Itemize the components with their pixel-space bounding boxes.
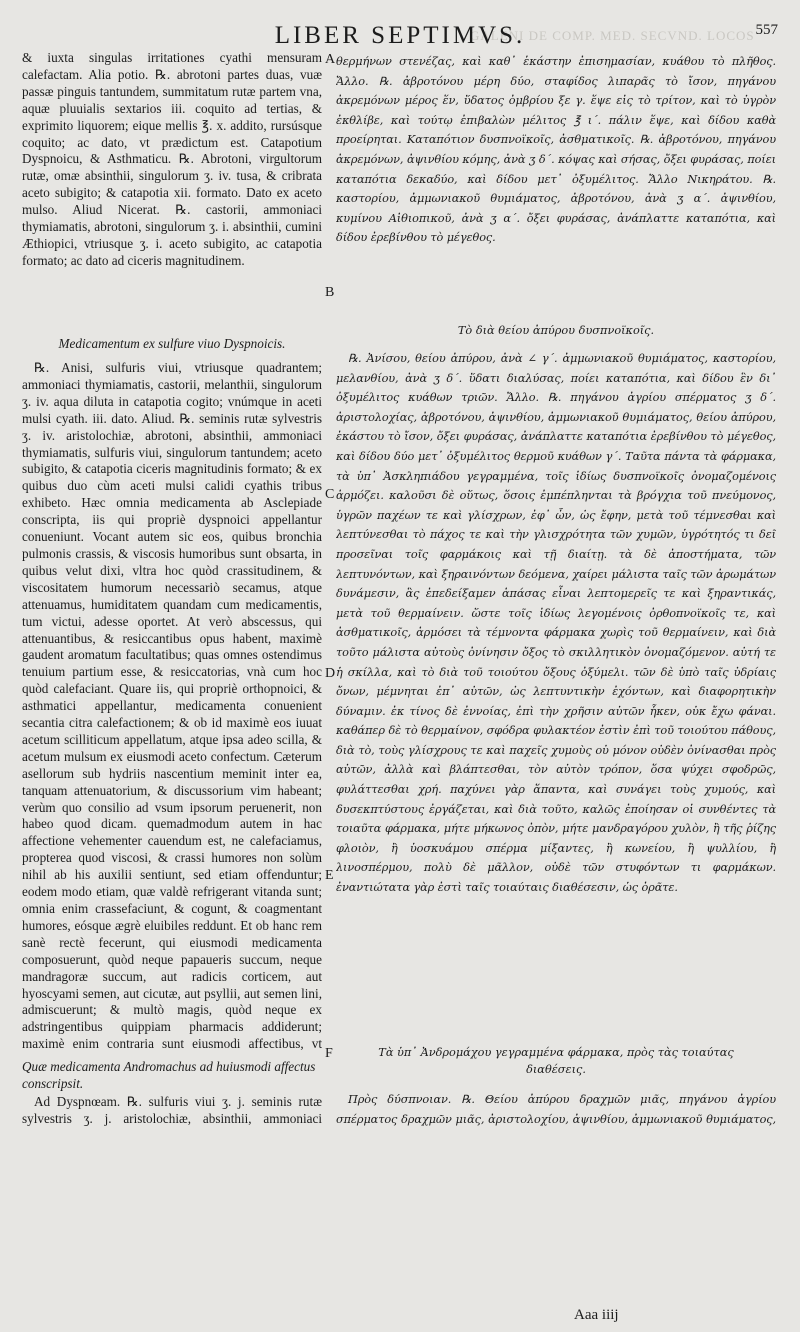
- latin-text-block: & iuxta singulas irritationes cyathi mensuram calefactam. Alia potio. ℞. abrotoni partes duas, vuæ passæ pinguis tantundem, summitatum rutæ partem vna, aquæ pluuialis sextarios iii. coquito ad tertias, & exprimito liquorem; eique mellis ℥. x. addito, rursúsque coquito; ac dato, vt prædictum est. Catapotium Dyspnoicu, & Asthmaticu. ℞. Abrotoni, virgultorum rutæ, omæ absinthii, singulorum ʒ. iv. tusa, & cribrata aceto subigito; & catapotia xii. formato. Dato ex aceto mulso. Aliud Nicerat. ℞. castorii, ammoniaci thymiamatis, abrotoni, singulorum ʒ. i. absinthii, cumini Æthiopici, vtriusque ʒ. i. aceto subigito, ac catapotia formato; ac dato ad ciceris magnitudinem.: [22, 50, 322, 268]
- bleed-through-text: GALENI DE COMP. MED. SECVND. LOCOS: [470, 28, 755, 43]
- page-number: 557: [755, 22, 778, 38]
- margin-letter: F: [325, 1046, 333, 1061]
- greek-section-heading: Τὸ διὰ θείου ἀπύρου δυσπνοϊκοῖς.: [457, 324, 655, 337]
- margin-letter: A: [325, 52, 336, 67]
- signature-mark: Aaa iiij: [574, 1307, 619, 1323]
- margin-letter: E: [325, 868, 334, 883]
- greek-text-block: ℞. Ἀνίσου, θείου ἀπύρου, ἀνὰ ∠ γ΄. ἀμμωνιακοῦ θυμιάματος, καστορίου, μελανθίου, ἀνὰ ʒ δ΄. ὕδατι διαλύσας, ποίει καταπότια, καὶ δίδου ἓν δι᾽ ὀξυμέλιτος κυάθων τριῶν. Ἄλλο. ℞. πηγάνου ἀγρίου σπέρματος ʒ δ΄. ἀριστολοχίας, ἀβροτόνου, ἀψινθίου, ἀμμωνιακοῦ θυμιάματος, θείου ἀπύρου, ἑκάστου τὸ ἴσον, ὄξει φυράσας, ἀνάπλαττε καταπότια ἐρεβίνθου τὸ μέγεθος, καὶ δίδου δύο μετ᾽ ὀξυμέλιτος θερμοῦ κυάθων γ΄. Ταῦτα πάντα τὰ φάρμακα, τὰ ὑπ᾽ Ἀσκληπιάδου γεγραμμένα, τοῖς ἰδίως δυσπνοϊκοῖς ὀνομαζομένοις ἁρμόζει. καλοῦσι δὲ οὕτως, ὅσοις ἐμπέπληνται τὰ βρόγχια τοῦ πνεύμονος, ὑγρῶν παχέων τε καὶ γλίσχρων, ἐφ᾽ ὧν, ὡς ἔφην, μετὰ τοῦ τέμνεσθαι καὶ λεπτύνεσθαι τὸ πάχος τε καὶ τὴν γλισχρότητα τῶν χυμῶν, ὑγρότητός τι δεῖ προσεῖναι τοῖς φαρμάκοις καὶ τῇ διαίτῃ. τὰ δὲ ἀποστήματα, τῶν λεπτυνόντων, καὶ ξηραινόντων δεόμενα, χαίρει μάλιστα ταῖς τῶν ἀρωμάτων δυνάμεσιν, ἃς ἐπεδείξαμεν ἁπάσας εἶναι λεπτομερεῖς τε καὶ ξηραντικάς, μετὰ τοῦ θερμαίνειν. ὥστε τοῖς ἰδίως λεγομένοις ὀρθοπνοϊκοῖς τε, καὶ ἀσθματικοῖς, ἁρμόσει τὰ τέμνοντα φάρμακα χωρὶς τοῦ θερμαίνειν, καὶ διὰ τοῦτο μάλιστα αὐτοὺς ὀνίνησιν ὄξος τὸ σκιλλητικὸν ὀνομαζόμενον. αὐτή τε ἡ σκίλλα, καὶ τὸ διὰ τοῦ τοιούτου ὄξους ὀξύμελι. τῶν δὲ ὑπὸ ταῖς ὑδρίαις ὄνων, μέμνηται ἐπ᾽ αὐτῶν, ὡς λεπτυντικὴν ἐχόντων, καὶ διαφορητικὴν δύναμιν. ἐκ τίνος δὲ ἐννοίας, ἐπὶ τὴν χρῆσιν αὐτῶν ἧκεν, οὐκ ἔχω φάναι. καθάπερ δὲ τὸ θερμαίνον, σφόδρα φυλακτέον ἐστὶν ἐπὶ τοῦ τοιούτου πάθους, διὰ τὸ, τοὺς γλίσχρους τε καὶ παχεῖς χυμοὺς οὐ μόνον οὐδὲν ὀνίνασθαι πρὸς αὐτῶν, ἀλλὰ καὶ βλάπτεσθαι, τὸν αὐτὸν τρόπον, ὅσα ψύχει σφοδρῶς, φυλάττεσθαι χρή. παχύνει γὰρ ἅπαντα, καὶ συνάγει τοὺς χυμούς, καὶ δυσεκπτύστους ἐργάζεται, καὶ διὰ τοῦτο, καλῶς ἐποίησαν οἱ συνθέντες τὰ τοιαῦτα φάρμακα, μήτε μήκωνος ὀπὸν, μήτε μανδραγόρου χυλὸν, ἢ τῆς ῥίζης φλοιὸν, ἢ ὑοσκυάμου σπέρμα μίξαντες, ἢ κωνείου, ἢ ψυλλίου, ἢ λινοσπέρμου, πολὺ δὲ μᾶλλον, οὐδὲ τῶν στυφόντων τι φαρμάκων. ἐναντιώτατα γὰρ ἐστὶ ταῖς τοιαύταις διαθέσεσιν, ὡς ὁρᾶτε.: [336, 352, 776, 895]
- margin-letter: B: [325, 285, 335, 300]
- greek-section-heading: Τὰ ὑπ᾽ Ἀνδρομάχου γεγραμμένα φάρμακα, πρὸς τὰς τοιαύτας διαθέσεις.: [378, 1046, 734, 1076]
- latin-text-block: ℞. Anisi, sulfuris viui, vtriusque quadrantem; ammoniaci thymiamatis, castorii, melanthii, singulorum ʒ. iv. aqua diluta in catapotia cogito; vnúmque in aceti mulsi cyath. iii. dato. Aliud. ℞. seminis rutæ sylvestris ʒ. iv. aristolochiæ, abrotoni, absinthii, ammoniaci thymiamatis, sulfuris viui, singulorum tantundem; aceto subigito, & catapotia ciceris magnitudinis formato; & ex quibus duo cùm aceti mulsi calidi cyathis tribus exhibeto. Hæc omnia medicamenta ab Asclepiade conscripta, iis qui propriè dyspnoici appellantur conueniunt. Vocant autem sic eos, quibus bronchia pulmonis crassis, & viscosis humoribus sunt obsarta, in quibus velut dixi, vltra hoc quòd crassitudinem, & viscositatem humorum necessariò secamus, atque attenuamus, humiditatem quandam cum medicamentis, tum victui, adesse oportet. At verò abscessus, qui attenuantibus, & resiccantibus opus habent, maximè gaudent aromatum facultatibus; quas omnes ostendimus tenuium partium esse, & resiccatorias, vnà cum hoc quòd calefaciant. Quare iis, qui propriè orthopnoici, & asthmatici appellantur, medicamenta conuenient secantia citra calefactionem; & ob id maximè eos iuuat acetum scilliticum appellatum, atque ipsa adeo scilla, & acetum mulsum ex eiusmodi aceto confectum. Cæterum asellorum sub hydriis nascentium meminit inter ea, tanquam attenuatorium, & discussorium vim habeant; verùm quo consilio ad vsum ipsorum peruenerit, non habeo quod dicam. quemadmodum autem in hac affectione vehementer cauendum est, ne calefaciamus, propterea quod viscosi, & crassi humores non solùm nihil ab his auxilii sentiunt, sed etiam offenduntur; eodem modo etiam, quæ valdè refrigerant vitanda sunt; omnia enim crassefaciunt, & cogunt, & coagmentant humores, eósque ægrè eluibiles reddunt. Et ob hanc rem sanè rectè fecerunt, qui eiusmodi medicamenta composuerunt, quòd neque papaueris succum, neque mandragoræ succum, aut radicis corticem, aut hyoscyami semen, aut cicutæ, aut psyllii, aut semen lini, admiscuerunt; & multò magis, quòd neque ex adstringentibus quippiam pharmacis addiderunt; maximè enim contraria sunt eiusmodi affectibus, vt: [22, 360, 322, 1052]
- page-title: LIBER SEPTIMVS.: [274, 22, 526, 49]
- running-head: [0, 22, 800, 50]
- section-heading: Medicamentum ex sulfure viuo Dyspnoicis.: [58, 336, 286, 351]
- greek-column: [336, 50, 776, 1300]
- margin-letter: D: [325, 666, 336, 681]
- greek-text-block: θερμήνων στενέζας, καὶ καθ᾽ ἑκάστην ἐπισημασίαν, κυάθου τὸ πλῆθος. Ἄλλο. ℞. ἀβροτόνου μέρη δύο, σταφίδος λιπαρᾶς τὸ ἴσον, πηγάνου ἀκρεμόνων μέρος ἕν, ὕδατος ὀμβρίου ξε γ. ἕψε εἰς τὸ τρίτον, καὶ τὸ ὑγρὸν ἐκθλίβε, καὶ τούτῳ ἐπιβαλὼν μέλιτος ℥ ι΄. πάλιν ἕψε, καὶ δίδου καθὰ προείρηται. Καταπότιον δυσπνοϊκοῖς, ἀσθματικοῖς. ℞. ἀβροτόνου, πηγάνου ἀκρεμόνων, ἀψινθίου κόμης, ἀνὰ ʒ δ΄. κόψας καὶ σήσας, ὄξει φυράσας, ποίει καταπότια δεκαδύο, καὶ δίδου μετ᾽ ὀξυμέλιτος. Ἄλλο Νικηράτου. ℞. καστορίου, ἀμμωνιακοῦ θυμιάματος, ἀβροτόνου, ἀνὰ ʒ α΄. ἀψινθίου, κυμίνου Αἰθιοπικοῦ, ἀνὰ ʒ α΄. ὄξει φυράσας, ἀνάπλαττε καταπότια, καὶ δίδου ἐρεβίνθου τὸ μέγεθος.: [336, 55, 776, 245]
- margin-letter: C: [325, 487, 335, 502]
- latin-column: [22, 50, 322, 1320]
- greek-text-block: Πρὸς δύσπνοιαν. ℞. Θείου ἀπύρου δραχμῶν μιᾶς, πηγάνου ἀγρίου σπέρματος δραχμῶν μιᾶς, ἀριστολοχίου, ἀψινθίου, ἀμμωνιακοῦ θυμιάματος,: [336, 1093, 776, 1126]
- section-heading: Quæ medicamenta Andromachus ad huiusmodi affectus conscripsit.: [22, 1059, 316, 1091]
- latin-text-block: Ad Dyspnœam. ℞. sulfuris viui ʒ. j. seminis rutæ sylvestris ʒ. j. aristolochiæ, absinthii, ammoniaci: [22, 1094, 322, 1126]
